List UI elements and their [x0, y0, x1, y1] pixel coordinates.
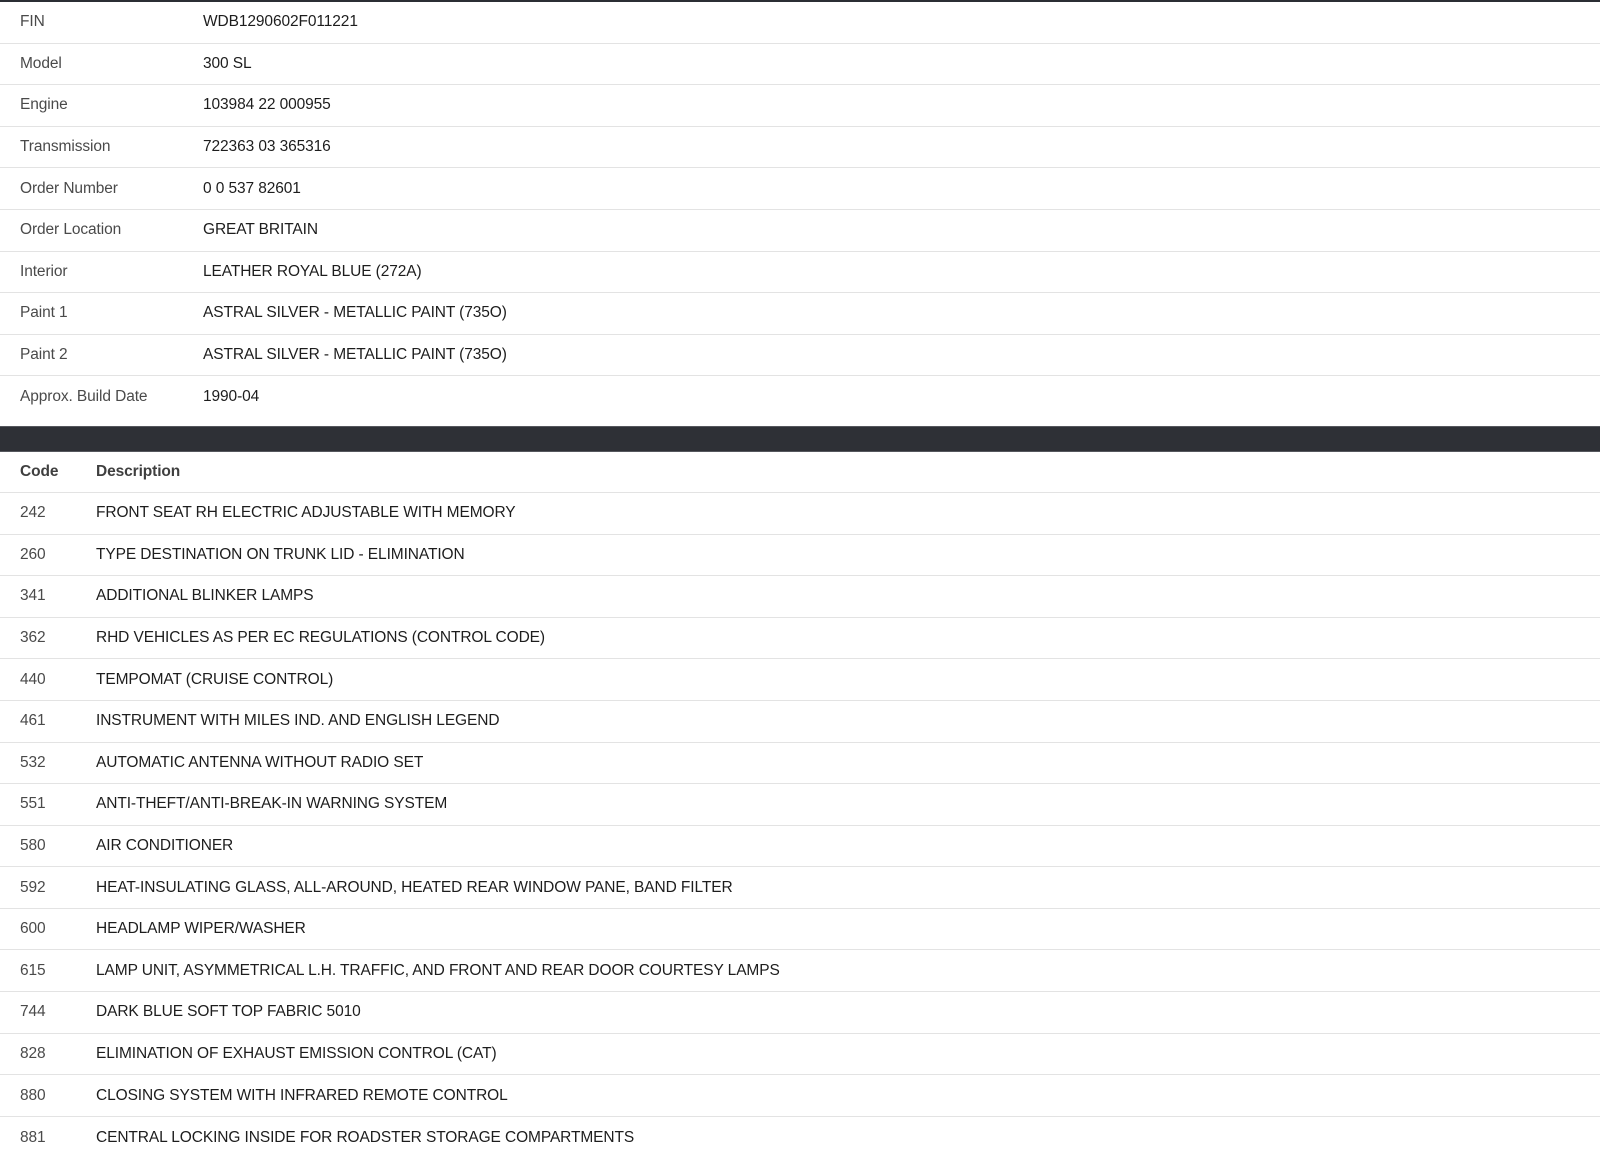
field-label: Engine — [20, 96, 68, 114]
field-label: Interior — [20, 262, 68, 280]
option-description: FRONT SEAT RH ELECTRIC ADJUSTABLE WITH MEMORY — [96, 504, 516, 522]
field-value: 1990-04 — [203, 388, 260, 406]
field-value: GREAT BRITAIN — [203, 221, 318, 239]
option-description: ELIMINATION OF EXHAUST EMISSION CONTROL (CAT) — [96, 1044, 497, 1062]
option-code-row — [0, 1034, 1600, 1076]
option-description: TYPE DESTINATION ON TRUNK LID - ELIMINATION — [96, 545, 465, 563]
vehicle-info-row — [0, 44, 1600, 86]
vehicle-info-row — [0, 2, 1600, 44]
option-code-row — [0, 618, 1600, 660]
vehicle-info-table — [0, 0, 1600, 418]
vehicle-info-row — [0, 335, 1600, 377]
vehicle-info-row — [0, 168, 1600, 210]
field-label: Order Number — [20, 179, 118, 197]
option-description: ADDITIONAL BLINKER LAMPS — [96, 587, 314, 605]
vehicle-info-row — [0, 85, 1600, 127]
option-code: 362 — [20, 629, 46, 647]
option-code: 461 — [20, 712, 46, 730]
option-description: CLOSING SYSTEM WITH INFRARED REMOTE CONTROL — [96, 1086, 508, 1104]
field-value: ASTRAL SILVER - METALLIC PAINT (735O) — [203, 346, 507, 364]
option-codes-table — [0, 452, 1600, 1159]
vehicle-info-row — [0, 252, 1600, 294]
option-description: RHD VEHICLES AS PER EC REGULATIONS (CONTROL CODE) — [96, 629, 545, 647]
vehicle-info-row — [0, 376, 1600, 418]
field-value: WDB1290602F011221 — [203, 13, 358, 31]
field-label: Paint 1 — [20, 304, 68, 322]
field-value: LEATHER ROYAL BLUE (272A) — [203, 262, 422, 280]
vehicle-info-row — [0, 293, 1600, 335]
option-code: 242 — [20, 504, 46, 522]
option-code-row — [0, 992, 1600, 1034]
option-code: 341 — [20, 587, 46, 605]
option-description: ANTI-THEFT/ANTI-BREAK-IN WARNING SYSTEM — [96, 795, 448, 813]
option-description: INSTRUMENT WITH MILES IND. AND ENGLISH LEGEND — [96, 712, 500, 730]
option-code-row — [0, 493, 1600, 535]
option-code: 592 — [20, 878, 46, 896]
field-label: Transmission — [20, 138, 111, 156]
field-value: 300 SL — [203, 54, 252, 72]
option-code-row — [0, 826, 1600, 868]
description-column-header: Description — [96, 462, 181, 480]
option-code-row — [0, 909, 1600, 951]
option-code-row — [0, 701, 1600, 743]
section-gap — [0, 418, 1600, 426]
option-codes-header-row — [0, 452, 1600, 493]
option-code: 880 — [20, 1086, 46, 1104]
field-label: Approx. Build Date — [20, 388, 148, 406]
vehicle-info-row — [0, 210, 1600, 252]
field-label: Paint 2 — [20, 346, 68, 364]
vehicle-info-row — [0, 127, 1600, 169]
option-code-row — [0, 535, 1600, 577]
option-code: 615 — [20, 961, 46, 979]
option-description: DARK BLUE SOFT TOP FABRIC 5010 — [96, 1003, 361, 1021]
option-code-row — [0, 743, 1600, 785]
option-code: 260 — [20, 545, 46, 563]
code-column-header: Code — [20, 462, 59, 480]
option-description: HEADLAMP WIPER/WASHER — [96, 920, 306, 938]
option-codes-body — [0, 493, 1600, 1159]
option-description: HEAT-INSULATING GLASS, ALL-AROUND, HEATED REAR WINDOW PANE, BAND FILTER — [96, 878, 733, 896]
field-value: 722363 03 365316 — [203, 138, 331, 156]
field-value: 0 0 537 82601 — [203, 179, 301, 197]
option-code: 600 — [20, 920, 46, 938]
option-code-row — [0, 576, 1600, 618]
field-label: Order Location — [20, 221, 122, 239]
option-code: 744 — [20, 1003, 46, 1021]
option-code: 440 — [20, 670, 46, 688]
field-value: 103984 22 000955 — [203, 96, 331, 114]
field-label: FIN — [20, 13, 45, 31]
option-code-row — [0, 867, 1600, 909]
option-code: 532 — [20, 753, 46, 771]
option-code-row — [0, 784, 1600, 826]
option-code: 551 — [20, 795, 46, 813]
option-code: 828 — [20, 1044, 46, 1062]
option-code-row — [0, 659, 1600, 701]
section-divider-bar — [0, 426, 1600, 452]
option-code-row — [0, 1075, 1600, 1117]
option-description: TEMPOMAT (CRUISE CONTROL) — [96, 670, 334, 688]
option-description: AIR CONDITIONER — [96, 836, 234, 854]
field-label: Model — [20, 54, 62, 72]
option-code-row — [0, 1117, 1600, 1159]
option-description: LAMP UNIT, ASYMMETRICAL L.H. TRAFFIC, AND FRONT AND REAR DOOR COURTESY LAMPS — [96, 961, 780, 979]
option-code-row — [0, 950, 1600, 992]
option-code: 580 — [20, 836, 46, 854]
option-code: 881 — [20, 1128, 46, 1146]
field-value: ASTRAL SILVER - METALLIC PAINT (735O) — [203, 304, 507, 322]
option-description: AUTOMATIC ANTENNA WITHOUT RADIO SET — [96, 753, 424, 771]
option-description: CENTRAL LOCKING INSIDE FOR ROADSTER STORAGE COMPARTMENTS — [96, 1128, 635, 1146]
